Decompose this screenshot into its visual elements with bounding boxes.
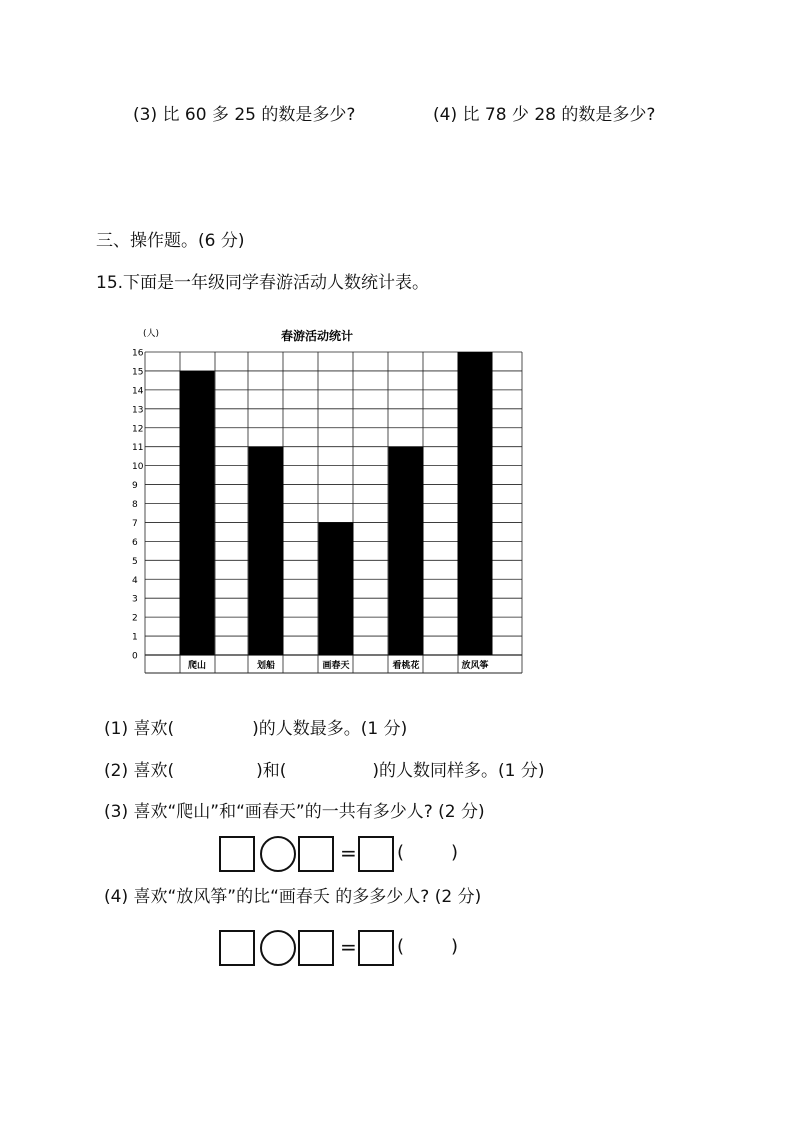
subquestion-2-middle: )和( [256,761,287,781]
y-tick-label: 0 [132,651,138,662]
y-tick-label: 6 [132,537,138,548]
equals-sign: = [340,935,357,959]
y-tick-label: 1 [132,632,138,643]
section-title: 三、操作题。(6 分) [96,231,245,251]
y-tick-label: 9 [132,481,138,492]
subquestion-3: (3) 喜欢“爬山”和“画春天”的一共有多少人? (2 分) [104,802,485,822]
operand-box-2[interactable] [298,836,334,872]
y-tick-label: 10 [132,462,144,473]
y-tick-label: 14 [132,386,144,397]
problem-15-text: 15.下面是一年级同学春游活动人数统计表。 [96,273,430,293]
x-category-label: 画春天 [322,661,350,671]
y-tick-label: 4 [132,575,138,586]
result-box[interactable] [358,836,394,872]
bar-1 [249,447,284,655]
unit-paren-close: ) [451,936,459,957]
y-tick-label: 16 [132,348,144,359]
bar-0 [180,371,215,655]
operand-box-1[interactable] [219,930,255,966]
y-tick-label: 5 [132,556,138,567]
x-category-label: 划船 [256,661,276,671]
chart-y-ticks [132,349,144,662]
question-4-prev: (4) 比 78 少 28 的数是多少? [433,105,656,125]
unit-paren-open: ( [397,842,405,863]
chart-x-labels [188,659,489,671]
bar-4 [458,352,493,655]
chart-title: 春游活动统计 [280,329,354,343]
x-category-label: 放风筝 [461,661,489,671]
question-3-prev: (3) 比 60 多 25 的数是多少? [133,105,356,125]
subquestion-2 [104,756,545,781]
x-category-label: 看桃花 [392,661,420,671]
result-box[interactable] [358,930,394,966]
operand-box-2[interactable] [298,930,334,966]
y-tick-label: 12 [132,424,144,435]
y-tick-label: 13 [132,405,144,416]
x-category-label: 爬山 [187,661,207,671]
y-tick-label: 2 [132,613,138,624]
subquestion-2-prefix: (2) 喜欢( [104,761,175,781]
operand-box-1[interactable] [219,836,255,872]
subquestion-1-prefix: (1) 喜欢( [104,719,175,739]
y-axis-unit-label: (人) [143,329,160,339]
operator-circle[interactable] [260,836,296,872]
bar-2 [319,522,354,655]
y-tick-label: 15 [132,367,144,378]
y-tick-label: 11 [132,443,144,454]
y-tick-label: 7 [132,518,138,529]
unit-paren-open: ( [397,936,405,957]
equals-sign: = [340,841,357,865]
subquestion-2-suffix: )的人数同样多。(1 分) [372,761,545,781]
operator-circle[interactable] [260,930,296,966]
unit-paren-close: ) [451,842,459,863]
bar-chart [120,318,530,678]
y-tick-label: 8 [132,500,138,510]
y-tick-label: 3 [132,594,138,605]
subquestion-1-suffix: )的人数最多。(1 分) [252,719,408,739]
bar-3 [389,447,424,655]
subquestion-1 [104,714,407,739]
subquestion-4: (4) 喜欢“放风筝”的比“画春夭 的多多少人? (2 分) [104,887,482,907]
